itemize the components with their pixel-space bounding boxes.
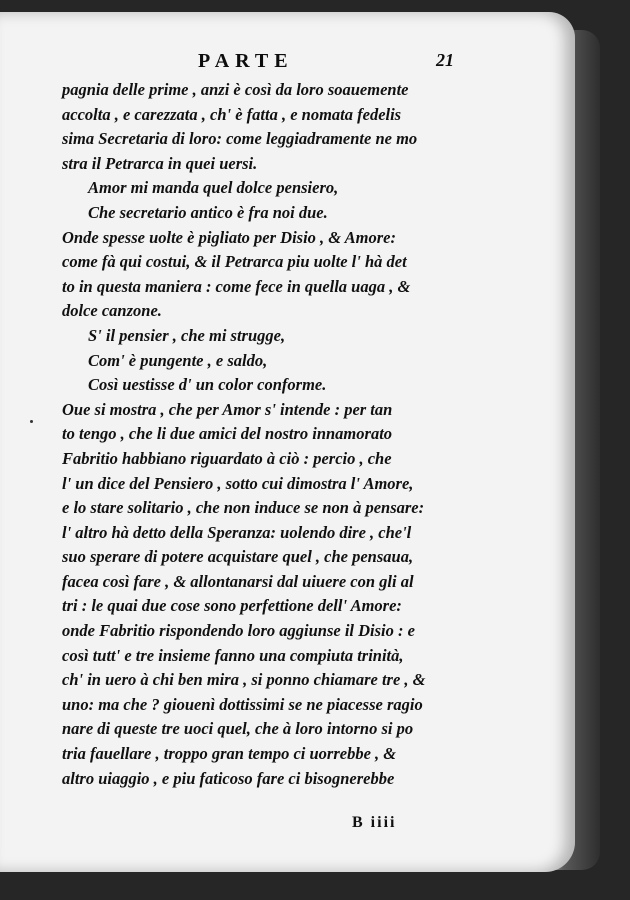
text-line: nare di queste tre uoci quel, che à loro intorno si po [62,719,414,739]
text-line: tria fauellare , troppo gran tempo ci uorrebbe , & [62,744,397,764]
text-line: onde Fabritio rispondendo loro aggiunse il Disio : e [62,621,415,641]
book-page [0,12,575,872]
text-line: dolce canzone. [62,301,162,321]
text-line: Fabritio habbiano riguardato à ciò : percio , che [62,448,392,468]
text-line: uno: ma che ? giouenì dottissimi se ne piacesse ragio [62,694,423,714]
text-line: l' un dice del Pensiero , sotto cui dimostra l' Amore, [62,473,414,493]
body-text [0,78,575,791]
text-line: così tutt' e tre insieme fanno una compiuta trinità, [62,645,404,665]
text-line: accolta , e carezzata , ch' è fatta , e nomata fedelis [62,104,402,124]
running-title: PARTE [198,50,294,72]
verse-line: Che secretario antico è fra noi due. [88,202,328,222]
text-line: stra il Petrarca in quei uersi. [62,153,258,173]
text-line: to in questa maniera : come fece in quella uaga , & [62,276,411,296]
verse-line: Amor mi manda quel dolce pensiero, [88,178,339,198]
text-line: e lo stare solitario , che non induce se non à pensare: [62,498,425,518]
text-line: pagnia delle prime , anzi è così da loro soauemente [62,80,409,99]
text-line: ch' in uero à chi ben mira , si ponno chiamare tre , & [62,670,426,690]
page-number: 21 [436,50,454,70]
verse-line: Com' è pungente , e saldo, [88,350,268,370]
text-line: Oue si mostra , che per Amor s' intende : per tan [62,399,393,419]
text-line: facea così fare , & allontanarsi dal uiuere con gli al [62,571,414,591]
text-line: sima Secretaria di loro: come leggiadramente ne mo [62,129,418,149]
text-line: l' altro hà detto della Speranza: uolendo dire , che'l [62,522,412,542]
verse-line: S' il pensier , che mi strugge, [88,325,286,345]
text-line: altro uiaggio , e piu faticoso fare ci bisognerebbe [62,768,395,788]
text-line: Onde spesse uolte è pigliato per Disio , & Amore: [62,227,396,247]
page-header [0,50,575,76]
text-line: tri : le quai due cose sono perfettione dell' Amore: [62,596,402,616]
text-line: come fà qui costui, & il Petrarca piu uolte l' hà det [62,252,407,272]
signature-mark: B iiii [352,814,397,831]
verse-line: Così uestisse d' un color conforme. [88,375,327,395]
text-line: to tengo , che li due amici del nostro innamorato [62,424,393,444]
text-line: suo sperare di potere acquistare quel , che pensaua, [62,547,414,567]
